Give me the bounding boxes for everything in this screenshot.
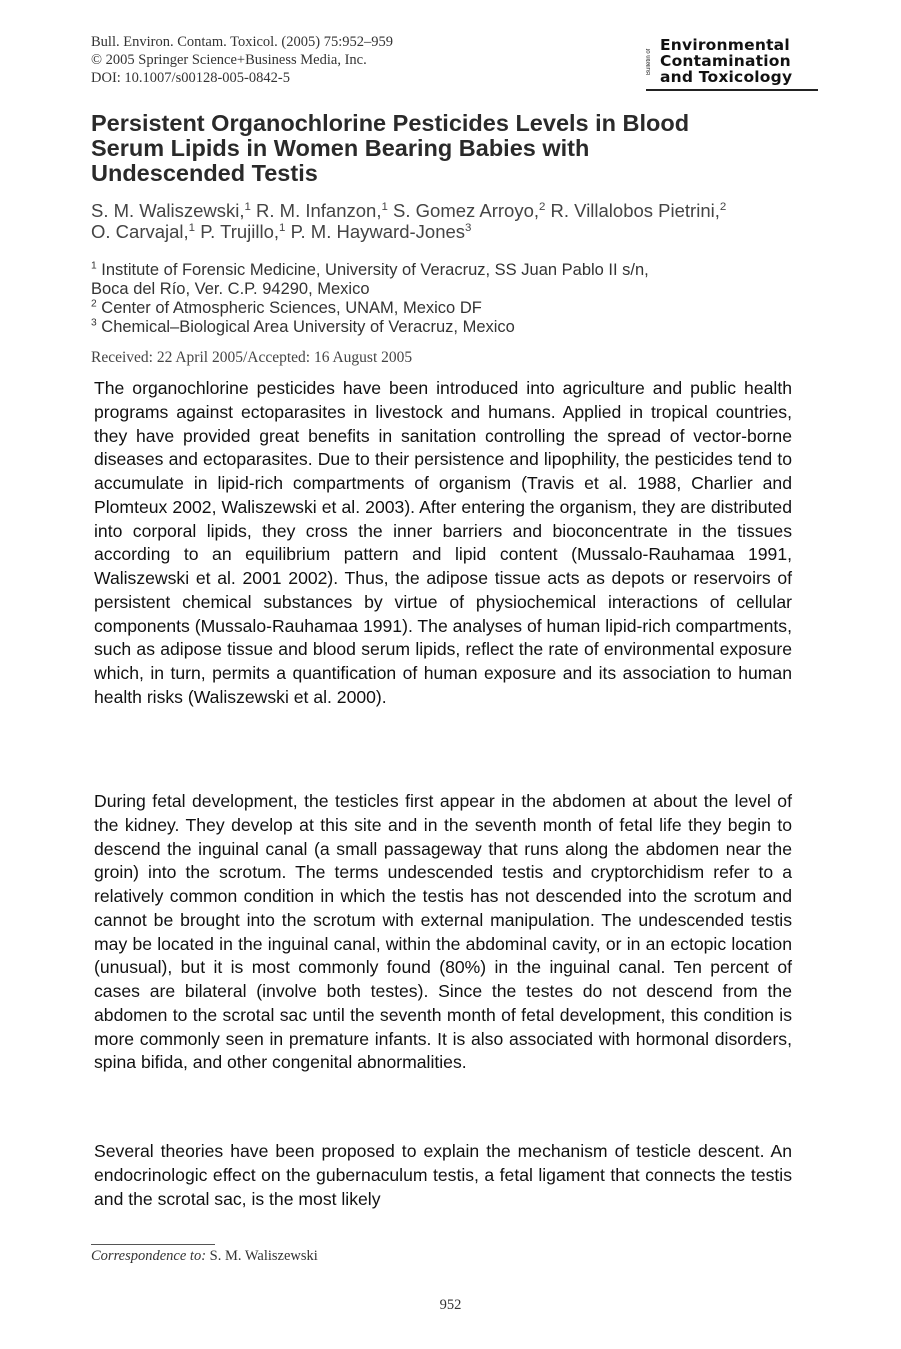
author-name: P. Trujillo, — [195, 221, 280, 242]
journal-logo-line: Environmental — [660, 36, 790, 54]
author-line — [91, 200, 821, 221]
correspondence-name: S. M. Waliszewski — [206, 1248, 318, 1264]
journal-logo-line: Contamination — [660, 52, 791, 70]
author-name: O. Carvajal, — [91, 221, 189, 242]
affiliation-mark: 3 — [91, 317, 97, 329]
affiliation-1-continued: Boca del Río, Ver. C.P. 94290, Mexico — [91, 280, 370, 298]
page-number: 952 — [439, 1297, 462, 1313]
citation-line-journal: Bull. Environ. Contam. Toxicol. (2005) 75:952–959 — [91, 34, 393, 50]
body-paragraph: During fetal development, the testicles first appear in the abdomen at about the level of the kidney. They develop at this site and in the seventh month of fetal life they begin to descend the inguinal canal (a small passageway that runs along the abdomen near the groin) into the scrotum. The terms undescended testis and cryptorchidism refer to a relatively common condition in which the testis has not descended into the scrotum and cannot be brought into the scrotum with external manipulation. The undescended testis may be located in the inguinal canal, within the abdominal cavity, or in an ectopic location (unusual), but it is most commonly found (80%) in the inguinal canal. Ten percent of cases are bilateral (involve both testes). Since the testes do not descend from the abdomen to the scrotal sac until the seventh month of fetal development, this condition is more commonly seen in premature infants. It is also associated with hormonal disorders, spina bifida, and other congenital abnormalities. — [94, 791, 792, 1073]
journal-logo — [646, 37, 818, 91]
affiliation-mark: 1 — [91, 260, 97, 272]
affiliations — [91, 261, 821, 337]
correspondence-label: Correspondence to: — [91, 1248, 207, 1264]
citation-block — [91, 33, 393, 87]
body-paragraph: Several theories have been proposed to explain the mechanism of testicle descent. An endocrinologic effect on the gubernaculum testis, a fetal ligament that connects the testis and the scrotal sac, is the most likely — [94, 1141, 792, 1209]
author-affiliation-mark: 1 — [244, 200, 251, 213]
author-affiliation-mark: 1 — [188, 221, 196, 234]
affiliation-text: Center of Atmospheric Sciences, UNAM, Mexico DF — [96, 299, 482, 317]
journal-logo-line: and Toxicology — [660, 68, 793, 86]
journal-logo-prefix: Bulletin of — [646, 48, 652, 76]
author-affiliation-mark: 1 — [279, 221, 286, 234]
received-dates: Received: 22 April 2005/Accepted: 16 August 2005 — [91, 349, 413, 366]
affiliation-3 — [91, 318, 821, 337]
author-name: R. M. Infanzon, — [250, 200, 382, 221]
article-title — [91, 111, 811, 186]
correspondence-note — [91, 1247, 318, 1265]
body-paragraph: The organochlorine pesticides have been introduced into agriculture and public health programs against ectoparasites in livestock and humans. Applied in tropical countries, they have provided great benefits in sanitation controlling the spread of vector-borne diseases and ectoparasites. Due to their persistence and lipophility, the pesticides tend to accumulate in lipid-rich compartments of organism (Travis et al. 1988, Charlier and Plomteux 2002, Waliszewski et al. 2003). After entering the organism, they are distributed into corporal lipids, they cross the inner barriers and bioconcentrate in the tissues according to an equilibrium pattern and lipid content (Mussalo-Rauhamaa 1991, Waliszewski et al. 2001 2002). Thus, the adipose tissue acts as depots or reservoirs of persistent chemical substances by virtue of physiochemical interactions of cellular components (Mussalo-Rauhamaa 1991). The analyses of human lipid-rich compartments, such as adipose tissue and blood serum lipids, reflect the rate of environmental exposure which, in turn, permits a quantification of human exposure and its association to human health risks (Waliszewski et al. 2000). — [94, 378, 792, 707]
affiliation-1 — [91, 261, 821, 280]
footnote-divider — [91, 1244, 215, 1245]
affiliation-text: Institute of Forensic Medicine, University of Veracruz, SS Juan Pablo II s/n, — [96, 261, 649, 279]
author-affiliation-mark: 2 — [539, 200, 546, 213]
author-affiliation-mark: 2 — [719, 200, 727, 213]
affiliation-mark: 2 — [91, 298, 97, 310]
author-affiliation-mark: 3 — [465, 221, 472, 234]
title-line: Persistent Organochlorine Pesticides Levels in Blood — [91, 110, 690, 136]
author-name: P. M. Hayward-Jones — [285, 221, 466, 242]
author-affiliation-mark: 1 — [381, 200, 388, 213]
author-name: S. Gomez Arroyo, — [387, 200, 540, 221]
citation-line-doi: DOI: 10.1007/s00128-005-0842-5 — [91, 70, 290, 86]
author-line — [91, 221, 821, 242]
journal-logo-text — [660, 37, 792, 85]
author-name: R. Villalobos Pietrini, — [545, 200, 720, 221]
affiliation-2 — [91, 299, 821, 318]
author-list — [91, 200, 821, 242]
title-line: Serum Lipids in Women Bearing Babies with — [91, 135, 590, 161]
citation-line-copyright: © 2005 Springer Science+Business Media, Inc. — [91, 52, 367, 68]
title-line: Undescended Testis — [91, 160, 318, 186]
affiliation-text: Chemical–Biological Area University of Veracruz, Mexico — [96, 318, 515, 336]
author-name: S. M. Waliszewski, — [91, 200, 245, 221]
